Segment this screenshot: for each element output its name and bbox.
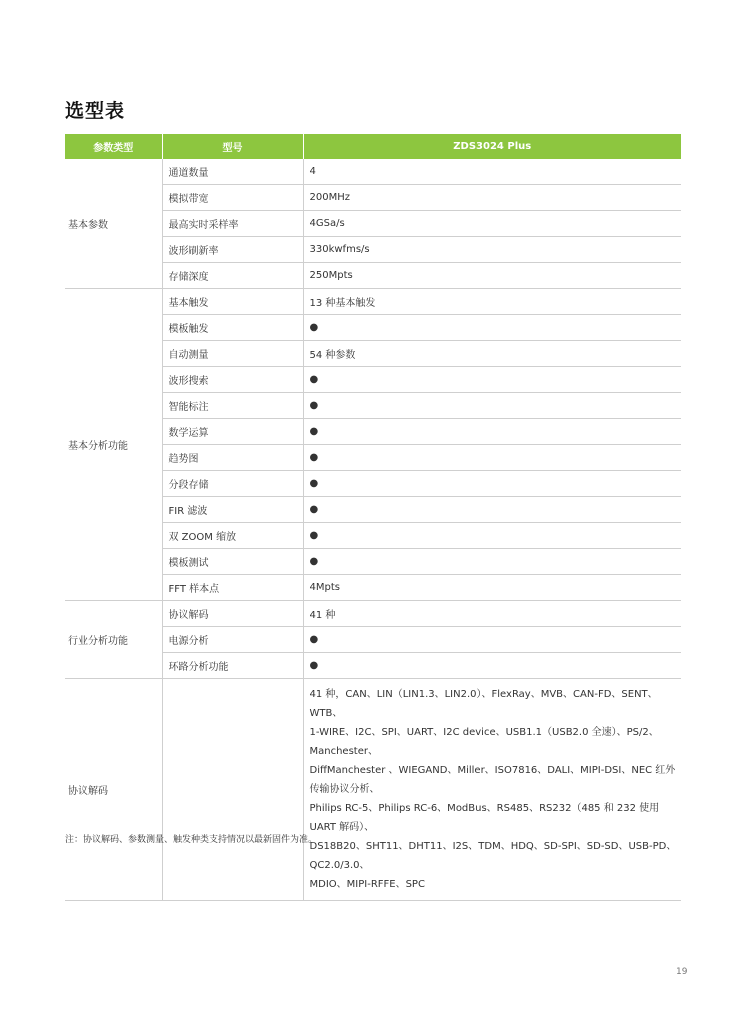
decode-model-cell (162, 679, 303, 901)
param-value: 4 (303, 159, 681, 185)
param-value: 4GSa/s (303, 211, 681, 237)
spec-table-body (65, 159, 681, 901)
decode-line: DS18B20、SHT11、DHT11、I2S、TDM、HDQ、SD-SPI、SD-SD、USB-PD、QC2.0/3.0、 (309, 841, 677, 871)
param-value: ● (303, 523, 681, 549)
header-product: ZDS3024 Plus (303, 134, 681, 159)
spec-table (65, 134, 681, 901)
param-value: 13 种基本触发 (303, 289, 681, 315)
footnote: 注：协议解码、参数测量、触发种类支持情况以最新固件为准。 (65, 835, 318, 845)
table-row (65, 601, 681, 627)
decode-line: MDIO、MIPI-RFFE、SPC (309, 879, 425, 890)
group-label: 基本分析功能 (65, 289, 162, 601)
param-name: 协议解码 (162, 601, 303, 627)
param-value: ● (303, 549, 681, 575)
header-param-type: 参数类型 (65, 134, 162, 159)
param-value: ● (303, 471, 681, 497)
param-name: 趋势图 (162, 445, 303, 471)
param-value: 41 种 (303, 601, 681, 627)
decode-protocol-list (303, 679, 681, 901)
group-label: 行业分析功能 (65, 601, 162, 679)
param-value: ● (303, 393, 681, 419)
param-name: 环路分析功能 (162, 653, 303, 679)
param-value: 250Mpts (303, 263, 681, 289)
param-name: 存储深度 (162, 263, 303, 289)
decode-line: 1-WIRE、I2C、SPI、UART、I2C device、USB1.1（USB2.0 全速）、PS/2、Manchester、 (309, 727, 659, 757)
decode-line: DiffManchester 、WIEGAND、Miller、ISO7816、DALI、MIPI-DSI、NEC 红外传输协议分析、 (309, 765, 676, 795)
param-name: 双 ZOOM 缩放 (162, 523, 303, 549)
param-value: 200MHz (303, 185, 681, 211)
param-value: ● (303, 419, 681, 445)
decode-line: 41 种，CAN、LIN（LIN1.3、LIN2.0）、FlexRay、MVB、CAN-FD、SENT、 WTB、 (309, 689, 658, 719)
param-value: 54 种参数 (303, 341, 681, 367)
param-name: 自动测量 (162, 341, 303, 367)
param-name: 智能标注 (162, 393, 303, 419)
table-row (65, 289, 681, 315)
page-title: 选型表 (65, 100, 126, 122)
param-value: 4Mpts (303, 575, 681, 601)
param-name: 模拟带宽 (162, 185, 303, 211)
param-value: ● (303, 497, 681, 523)
param-name: 通道数量 (162, 159, 303, 185)
param-value: ● (303, 445, 681, 471)
param-name: 波形搜索 (162, 367, 303, 393)
param-name: 电源分析 (162, 627, 303, 653)
param-name: 数学运算 (162, 419, 303, 445)
param-value: ● (303, 627, 681, 653)
param-value: ● (303, 653, 681, 679)
header-model: 型号 (162, 134, 303, 159)
param-name: FFT 样本点 (162, 575, 303, 601)
decode-line: Philips RC-5、Philips RC-6、ModBus、RS485、RS232（485 和 232 使用 UART 解码）、 (309, 803, 660, 833)
decode-row (65, 679, 681, 901)
decode-label: 协议解码 (65, 679, 162, 901)
param-name: FIR 滤波 (162, 497, 303, 523)
param-name: 波形刷新率 (162, 237, 303, 263)
param-name: 分段存储 (162, 471, 303, 497)
table-header-row (65, 134, 681, 159)
page-number: 19 (676, 967, 688, 977)
param-name: 模板测试 (162, 549, 303, 575)
param-value: ● (303, 315, 681, 341)
table-row (65, 159, 681, 185)
param-name: 模板触发 (162, 315, 303, 341)
param-value: ● (303, 367, 681, 393)
group-label: 基本参数 (65, 159, 162, 289)
param-name: 最高实时采样率 (162, 211, 303, 237)
param-value: 330kwfms/s (303, 237, 681, 263)
param-name: 基本触发 (162, 289, 303, 315)
